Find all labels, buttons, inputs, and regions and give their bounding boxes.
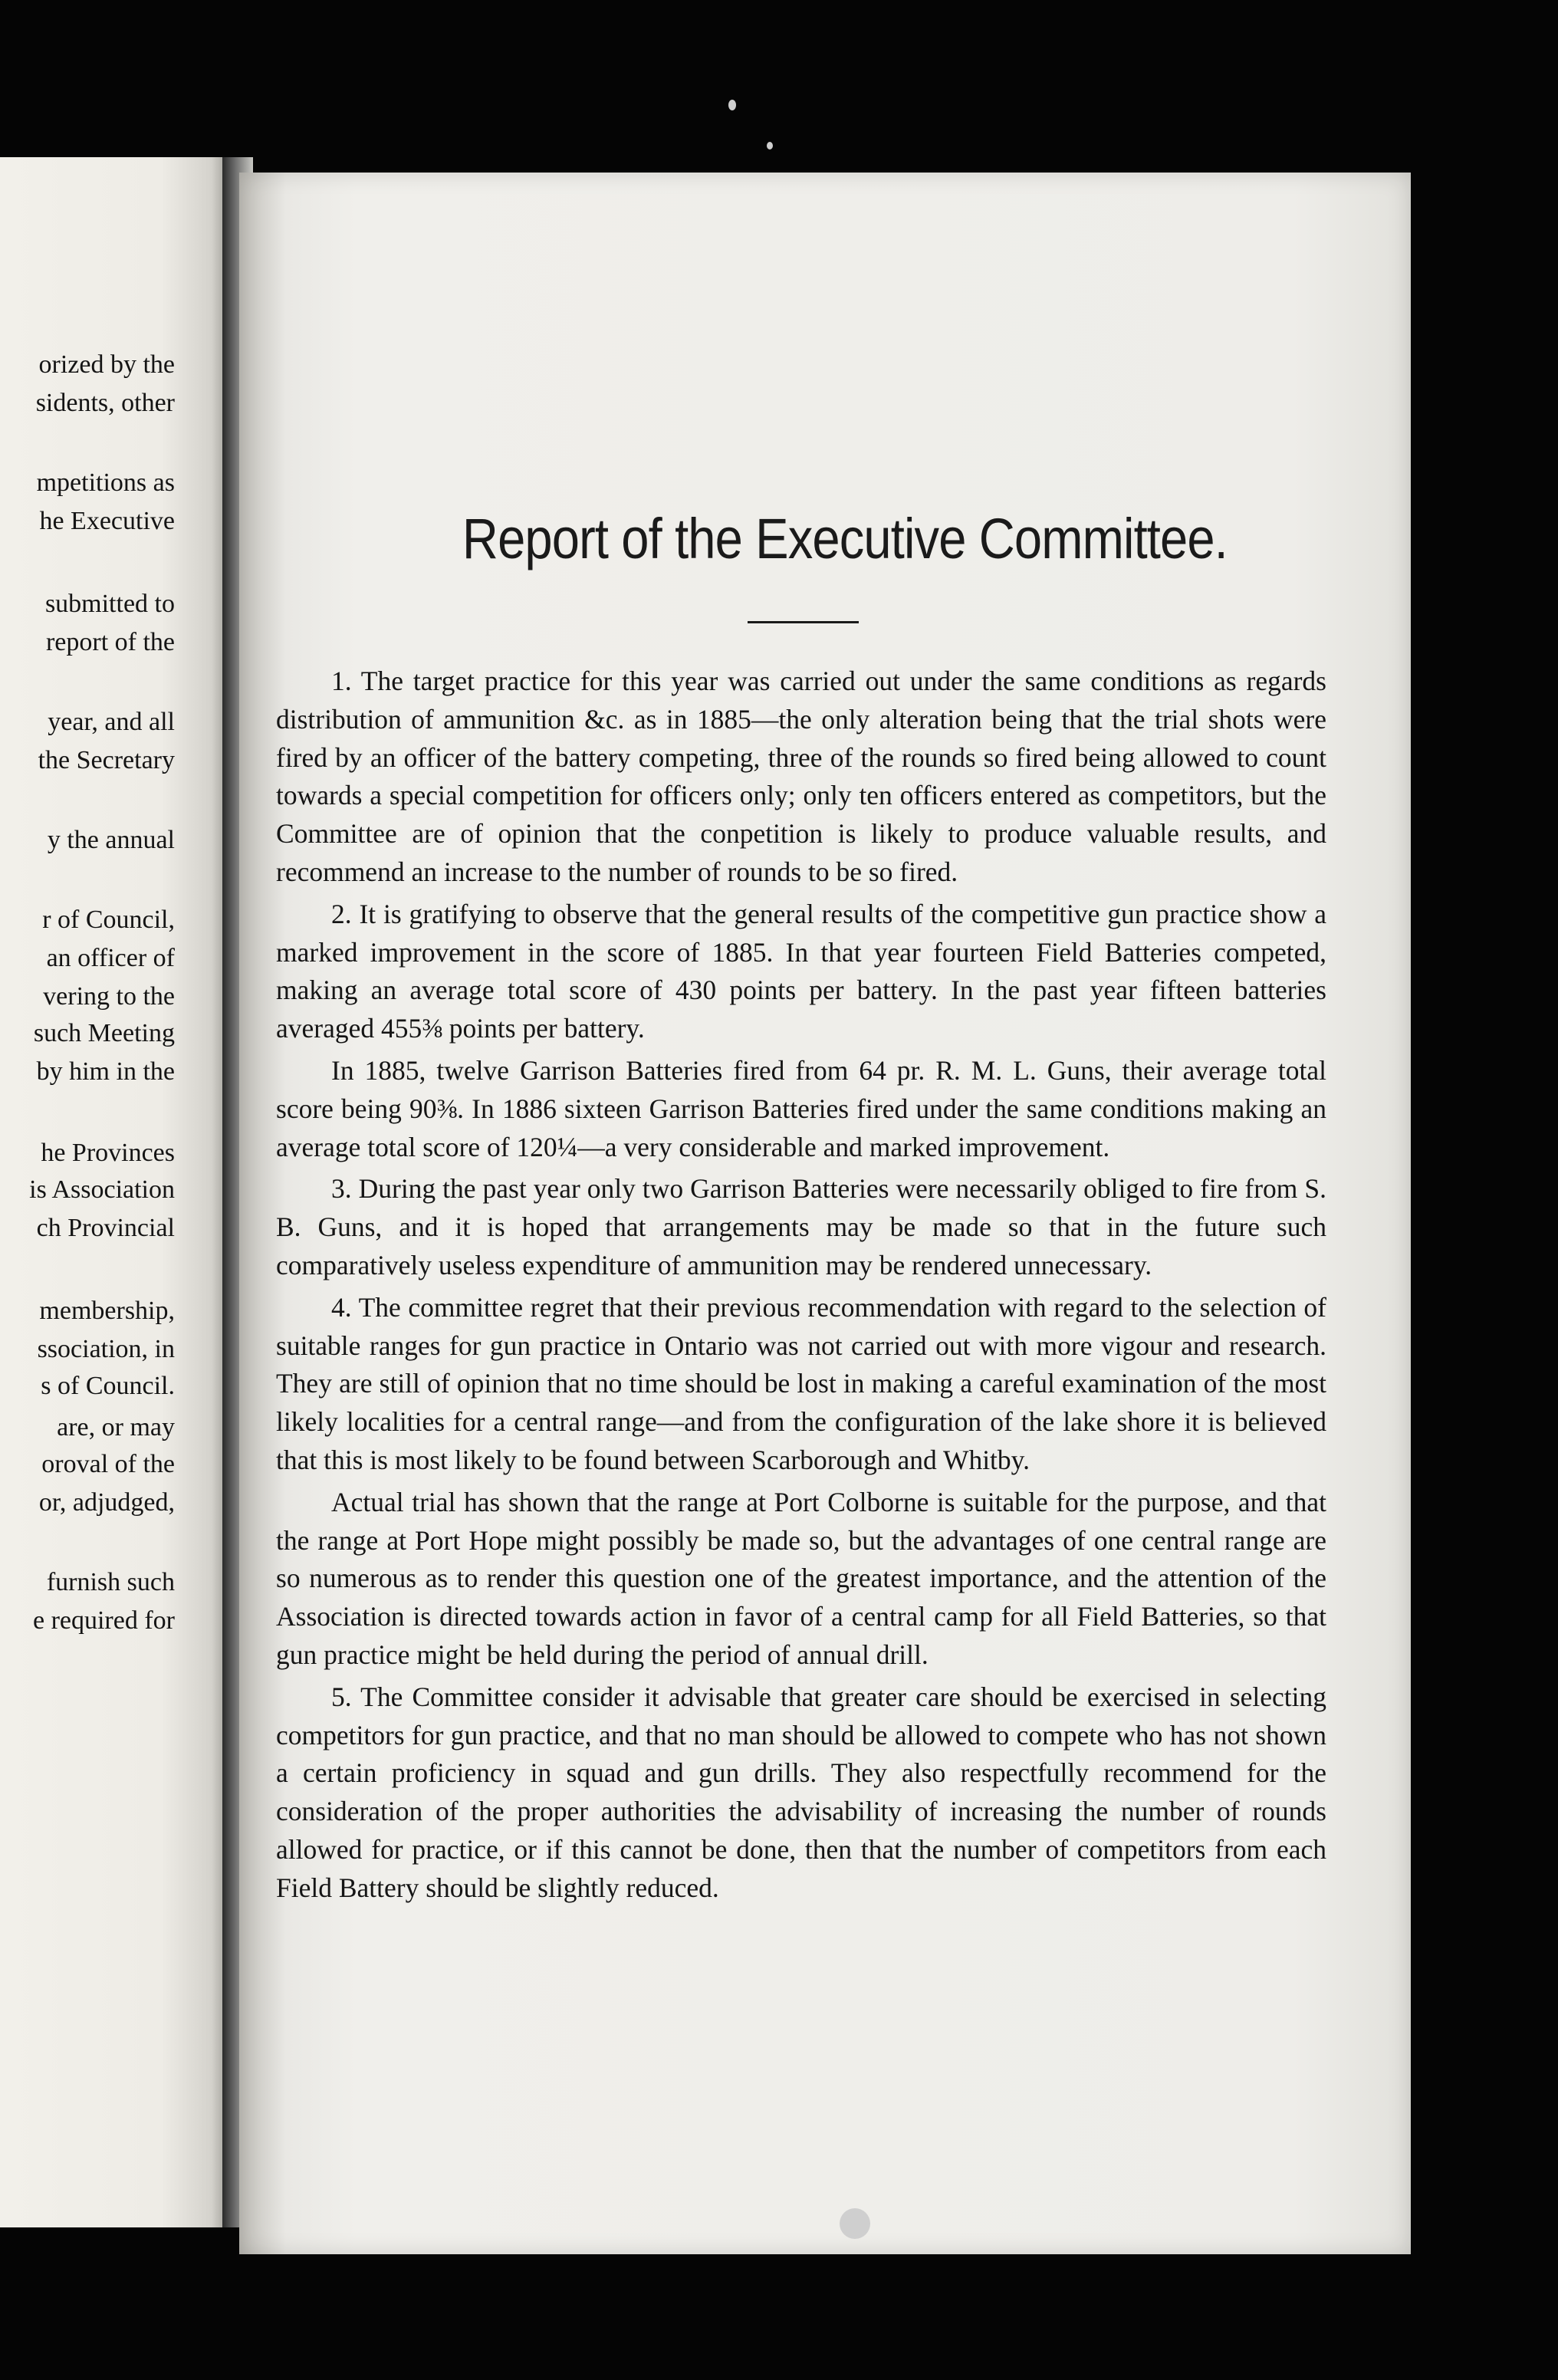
paragraph-1: 1. The target practice for this year was carried out under the same conditions as regards distribution of ammunition &c. as in 1885—the only alteration being that the trial shots were fired by an officer of the battery competing, three of the rounds so fired being allowed to count towards a special competition for officers only; only ten officers entered as competitors, but the Committee are of opinion that the conpetition is likely to produce valuable results, and recommend an increase to the number of rounds to be so fired. (276, 666, 1326, 887)
left-page-line: sidents, other (35, 389, 175, 417)
left-page-line: s of Council. (41, 1372, 175, 1400)
left-page-line: r of Council, (42, 906, 175, 934)
left-page-line: report of the (45, 628, 175, 656)
paragraph-7: 5. The Committee consider it advisable that greater care should be exercised in selecting competitors for gun practice, and that no man should be allowed to compete who has not shown a certain proficiency in squad and gun drills. They also respectfully recommend for the consideration of the proper authorities the advisability of increasing the number of rounds allowed for practice, or if this cannot be done, then that the number of competitors from each Field Battery should be slightly reduced. (276, 1681, 1326, 1903)
left-page-line: submitted to (44, 590, 175, 618)
scan-speck (767, 142, 773, 150)
left-page-line: he Executive (39, 507, 175, 535)
paragraph-6: Actual trial has shown that the range at Port Colborne is suitable for the purpose, and that the range at Port Hope might possibly be made so, but the advantages of one central range are so numerous as to render this question one of the greatest importance, and the attention of the Association is directed towards action in favor of a central camp for all Field Batteries, so that gun practice might be held during the period of annual drill. (276, 1486, 1326, 1670)
left-page-line: year, and all (48, 708, 175, 736)
left-page-line: ssociation, in (37, 1335, 175, 1363)
left-page-line: are, or may (57, 1413, 175, 1441)
paragraph-5: 4. The committee regret that their previous recommendation with regard to the selection of suitable ranges for gun practice in Ontario was not carried out with more vigour and research. They are still of opinion that no time should be lost in making a careful examination of the most likely localities for a central range—and from the configuration of the lake shore it is believed that this is most likely to be found between Scarborough and Whitby. (276, 1291, 1326, 1475)
scan-speck (728, 100, 736, 110)
title-divider (748, 621, 859, 623)
left-page-line: e required for (32, 1606, 175, 1635)
paragraph-3: In 1885, twelve Garrison Batteries fired from 64 pr. R. M. L. Guns, their average total score being 90⅜. In 1886 sixteen Garrison Batteries fired under the same conditions making an average total score of 120¼—a very considerable and marked improvement. (276, 1054, 1326, 1162)
left-page-line: vering to the (43, 982, 175, 1011)
left-page-line: orized by the (38, 350, 175, 379)
left-page-line: the Secretary (38, 746, 175, 774)
left-page-line: oroval of the (41, 1450, 175, 1478)
left-page-line: membership, (39, 1297, 175, 1325)
left-page-line: ch Provincial (36, 1214, 175, 1242)
left-page-line: mpetitions as (36, 468, 175, 497)
left-page-line: is Association (29, 1175, 175, 1204)
left-page-line: y the annual (47, 826, 175, 854)
left-page-line: such Meeting (33, 1019, 175, 1047)
page-title: Report of the Executive Committee. (462, 507, 1228, 570)
report-body (276, 662, 1326, 1912)
left-page-line: furnish such (46, 1568, 175, 1596)
left-page-line: he Provinces (41, 1139, 175, 1167)
scan-speck (840, 2208, 870, 2239)
left-page-line: or, adjudged, (38, 1488, 175, 1517)
left-page-line: by him in the (36, 1057, 175, 1086)
paragraph-4: 3. During the past year only two Garrison Batteries were necessarily obliged to fire from S. B. Guns, and it is hoped that arrangements may be made so that in the future such comparatively useless expenditure of ammunition may be rendered unnecessary. (276, 1173, 1326, 1280)
left-facing-page (0, 157, 230, 2227)
left-page-line: an officer of (46, 944, 175, 972)
paragraph-2: 2. It is gratifying to observe that the general results of the competitive gun practice show a marked improvement in the score of 1885. In that year fourteen Field Batteries competed, making an average total score of 430 points per battery. In the past year fifteen batteries averaged 455⅜ points per battery. (276, 898, 1326, 1044)
